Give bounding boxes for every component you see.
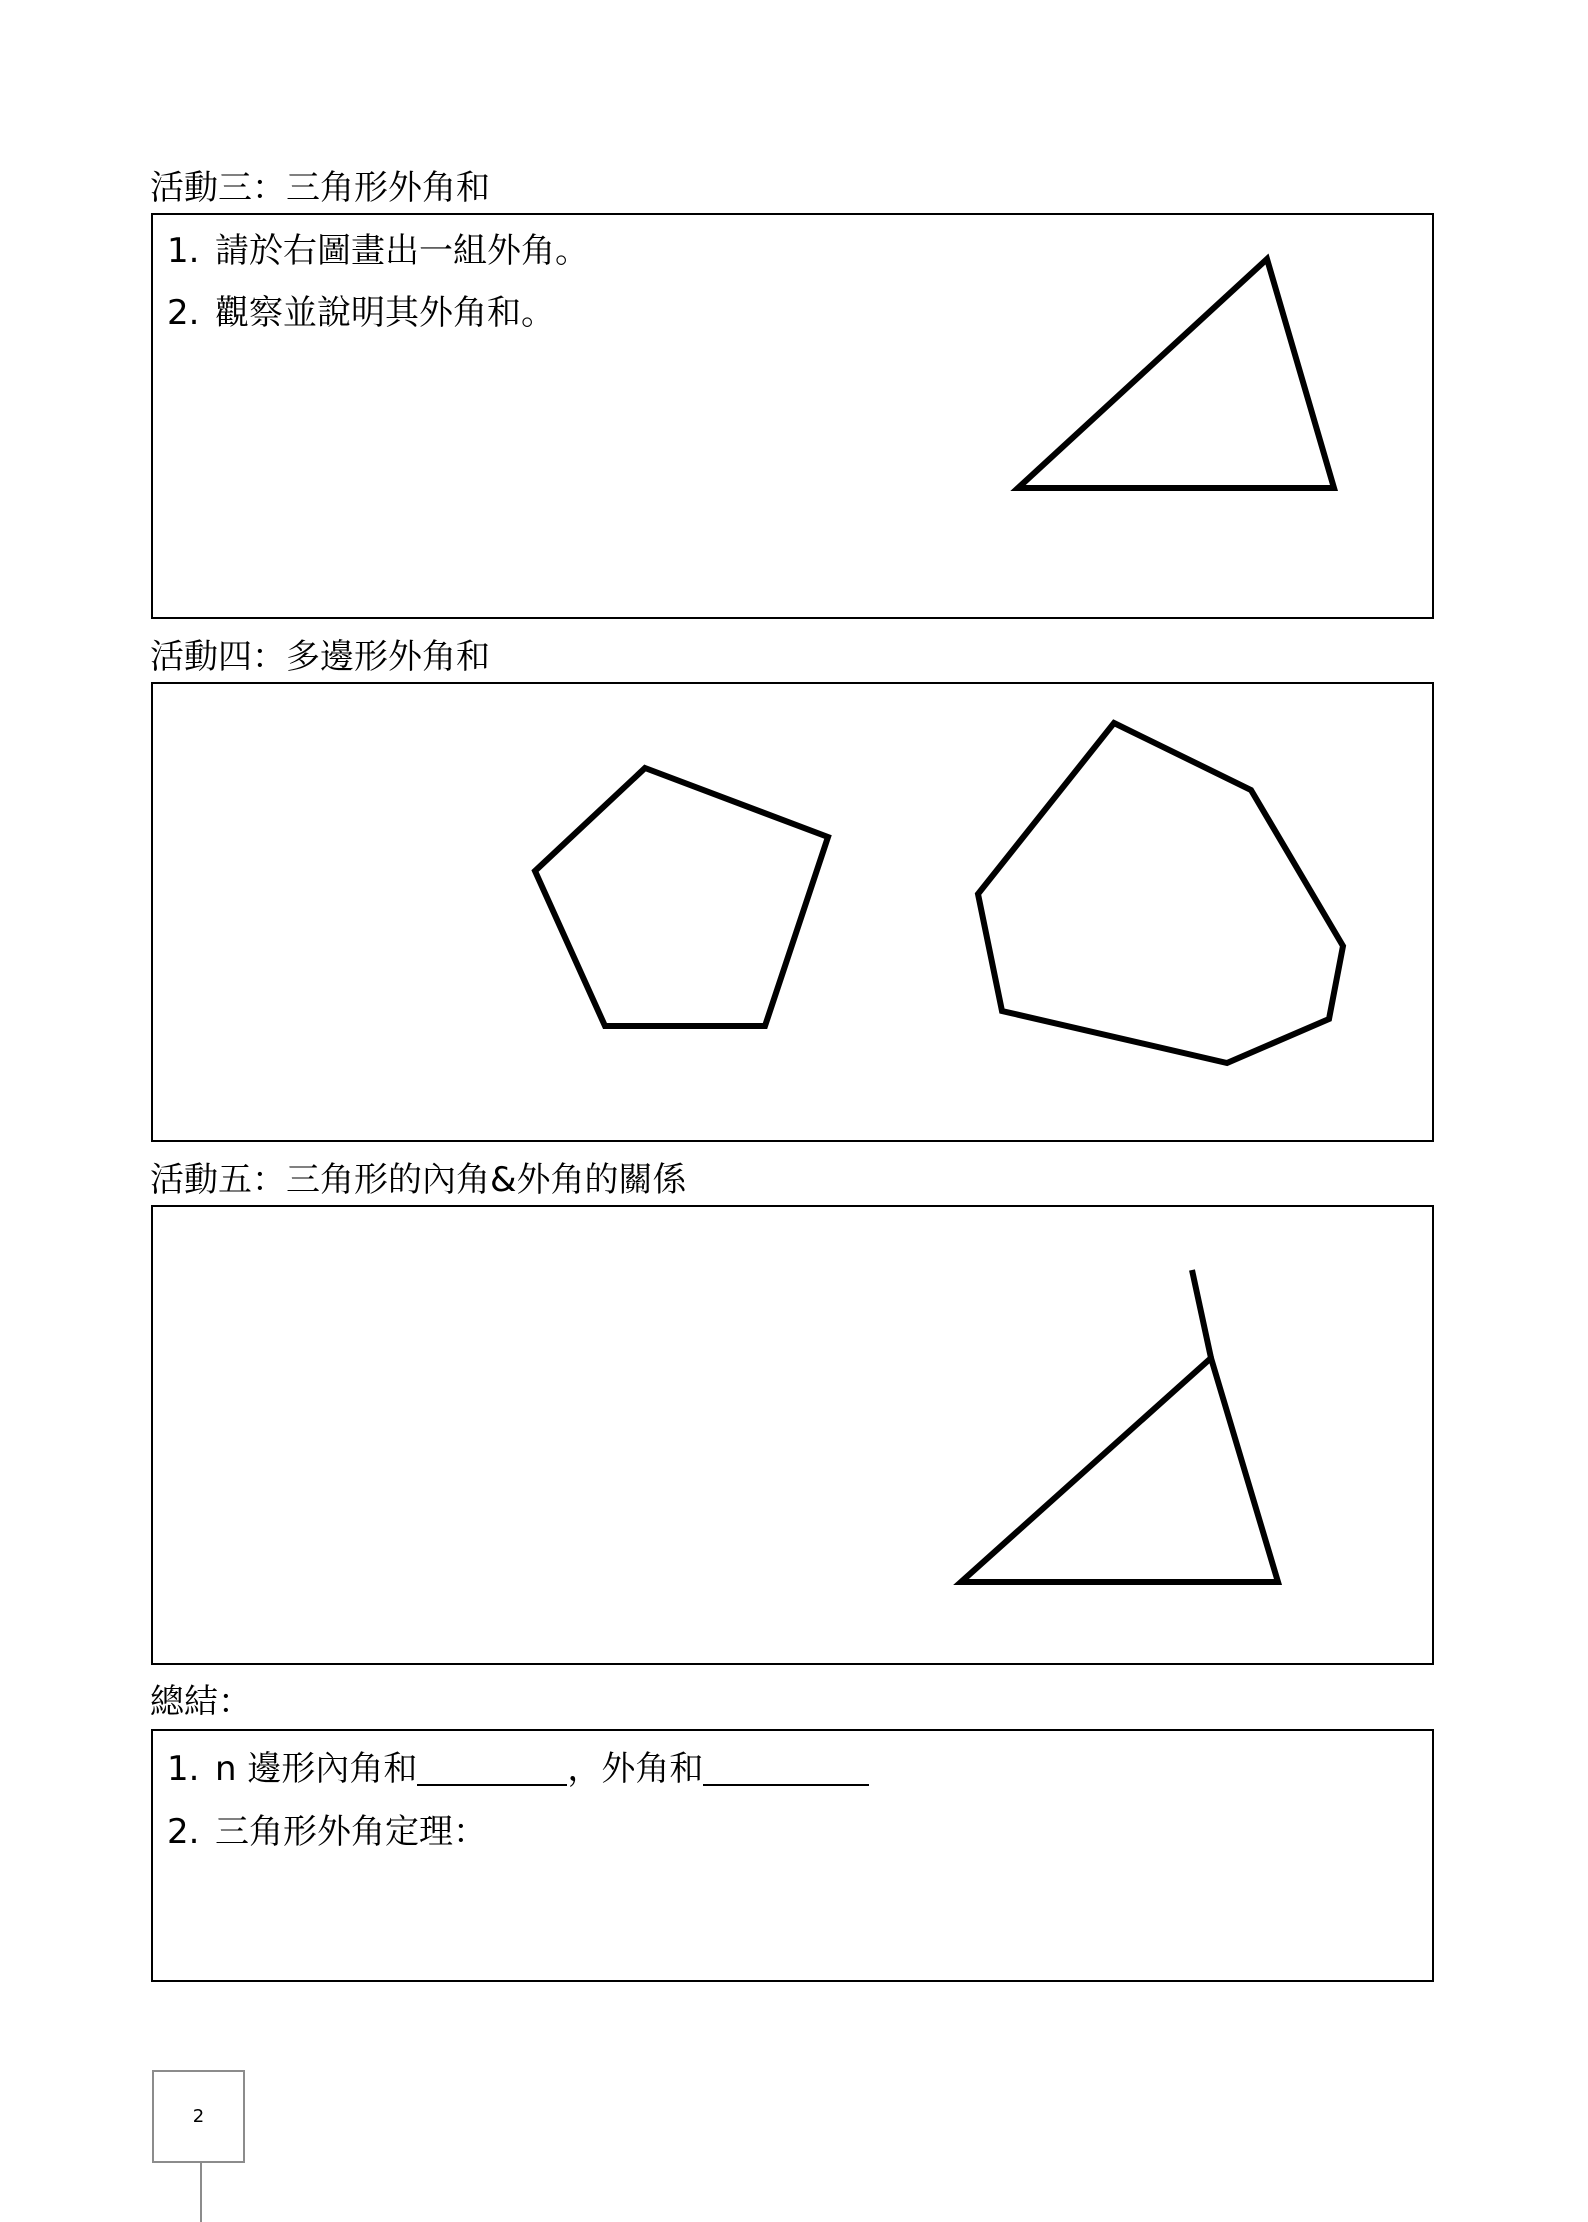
polygons-figure: [153, 684, 1436, 1144]
activity3-item-2-num: 2.: [167, 293, 200, 333]
summary-item-1-num: 1.: [167, 1749, 200, 1789]
summary-item-1-middle: ，外角和: [567, 1749, 704, 1789]
activity3-item-1-num: 1.: [167, 231, 200, 271]
page-number-connector: [200, 2163, 202, 2222]
activity4-heading: 活動四：多邊形外角和: [150, 637, 490, 677]
heptagon-shape: [978, 723, 1343, 1063]
summary-heading: 總結：: [150, 1682, 252, 1722]
activity4-box: [151, 682, 1434, 1142]
extended-side-line: [1192, 1270, 1211, 1358]
summary-box: [151, 1729, 1434, 1982]
triangle-with-extension-shape: [961, 1358, 1278, 1582]
page-number-box: [152, 2070, 245, 2163]
triangle-figure: [153, 215, 1436, 621]
activity3-item-2-text: 觀察並說明其外角和。: [215, 293, 555, 333]
activity5-box: [151, 1205, 1434, 1665]
pentagon-shape: [535, 768, 828, 1026]
summary-item-1-prefix: n 邊形內角和: [215, 1749, 418, 1789]
summary-item-2-num: 2.: [167, 1812, 200, 1852]
triangle-shape: [1018, 259, 1334, 488]
summary-item-1: [167, 1747, 869, 1791]
activity3-item-1-text: 請於右圖畫出一組外角。: [215, 231, 589, 271]
exterior-angle-sum-blank: [703, 1750, 869, 1786]
activity3-box: [151, 213, 1434, 619]
page-number: 2: [192, 2106, 205, 2127]
activity5-heading: 活動五：三角形的內角&外角的關係: [150, 1160, 687, 1200]
interior-angle-sum-blank: [417, 1750, 567, 1786]
activity3-heading: 活動三：三角形外角和: [150, 168, 490, 208]
summary-item-2: [167, 1810, 487, 1854]
summary-item-2-text: 三角形外角定理：: [215, 1812, 487, 1852]
triangle-exterior-figure: [153, 1207, 1436, 1667]
